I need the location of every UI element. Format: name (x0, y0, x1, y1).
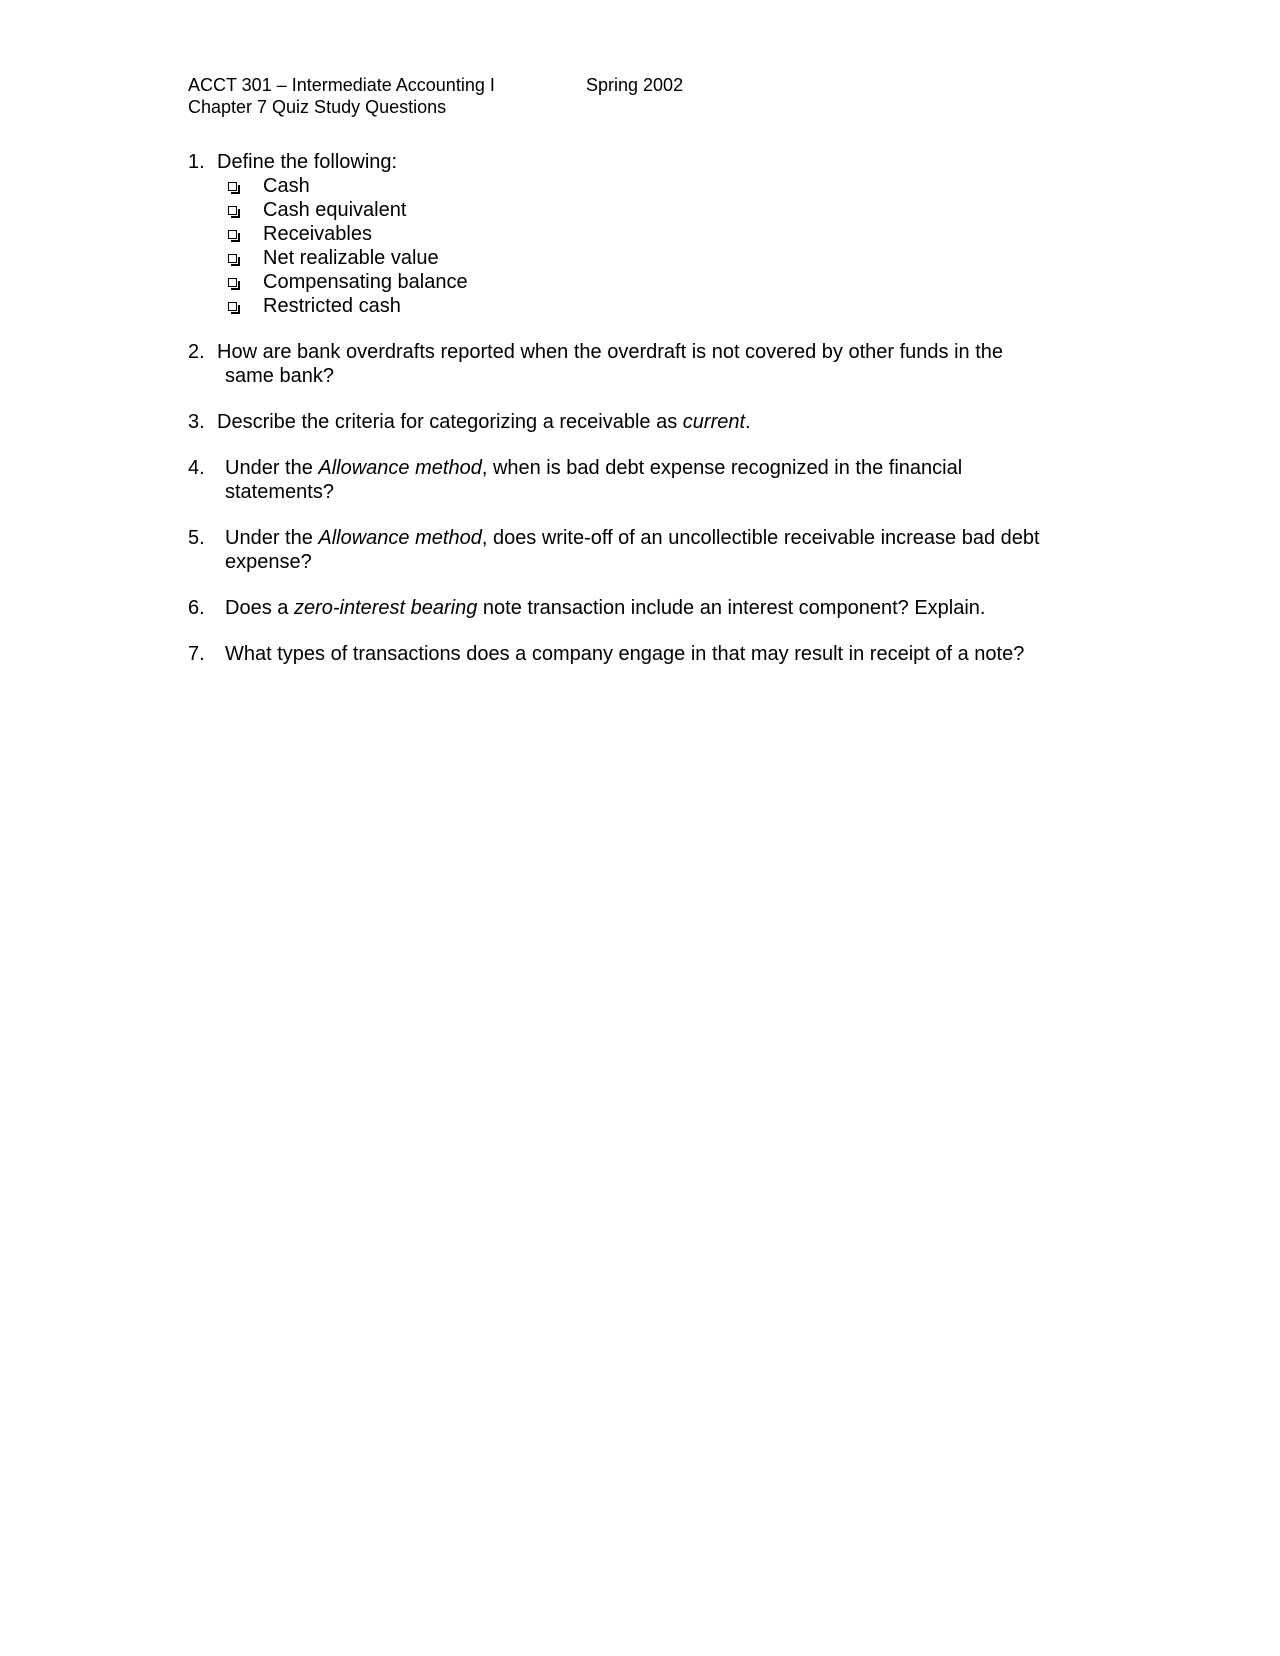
emphasized-term: Allowance method (318, 527, 482, 549)
question-number: 6. (188, 597, 205, 619)
emphasized-term: current (682, 411, 746, 433)
question-number: 1. (188, 151, 205, 173)
question-text-part: . (745, 411, 751, 433)
question-text-part: Under the (225, 527, 319, 549)
question-3 (188, 410, 1088, 434)
question-6 (188, 596, 1088, 620)
document-header (188, 74, 683, 118)
document-subtitle: Chapter 7 Quiz Study Questions (188, 97, 447, 117)
question-7 (188, 642, 1088, 666)
question-text: What types of transactions does a company engage in that may result in receipt of a note? (225, 643, 1025, 665)
question-number: 7. (188, 643, 205, 665)
term-label: Spring 2002 (586, 75, 684, 95)
checkbox-bullet-icon (228, 302, 237, 311)
question-1 (188, 150, 1088, 174)
list-item (188, 294, 1088, 318)
checkbox-bullet-icon (228, 278, 237, 287)
list-item (188, 270, 1088, 294)
term-list (188, 174, 1088, 318)
list-item (188, 222, 1088, 246)
term-label: Receivables (263, 223, 372, 245)
question-text (217, 410, 1088, 434)
term-label: Net realizable value (263, 247, 439, 269)
emphasized-term: zero-interest bearing (293, 597, 478, 619)
question-text: How are bank overdrafts reported when the overdraft is not covered by other funds in the (217, 341, 1003, 363)
question-number: 3. (188, 411, 205, 433)
course-title: ACCT 301 – Intermediate Accounting I (188, 75, 495, 95)
list-item (188, 174, 1088, 198)
term-label: Compensating balance (263, 271, 468, 293)
question-text-part: , does write-off of an uncollectible receivable increase bad debt (481, 527, 1040, 549)
checkbox-bullet-icon (228, 254, 237, 263)
question-number: 2. (188, 341, 205, 363)
question-number: 4. (188, 457, 205, 479)
term-label: Restricted cash (263, 295, 401, 317)
list-item (188, 246, 1088, 270)
question-text-part: Under the (225, 457, 319, 479)
question-text: Define the following: (217, 151, 398, 173)
question-text-continued: statements? (225, 481, 334, 503)
checkbox-bullet-icon (228, 230, 237, 239)
question-number: 5. (188, 527, 205, 549)
question-2 (188, 340, 1088, 388)
question-5 (188, 526, 1088, 574)
term-label: Cash (263, 175, 310, 197)
question-text-part: note transaction include an interest component? Explain. (477, 597, 986, 619)
checkbox-bullet-icon (228, 206, 237, 215)
question-text-part: Describe the criteria for categorizing a receivable as (217, 411, 683, 433)
checkbox-bullet-icon (228, 182, 237, 191)
question-4 (188, 456, 1088, 504)
question-list (188, 150, 1088, 666)
question-text-part: Does a (225, 597, 294, 619)
question-text-continued: same bank? (225, 365, 334, 387)
question-text (225, 596, 1088, 620)
list-item (188, 198, 1088, 222)
question-text-part: , when is bad debt expense recognized in the financial (481, 457, 963, 479)
emphasized-term: Allowance method (318, 457, 482, 479)
question-text (225, 456, 1088, 480)
question-text-continued: expense? (225, 551, 312, 573)
question-text (225, 526, 1088, 550)
term-label: Cash equivalent (263, 199, 407, 221)
